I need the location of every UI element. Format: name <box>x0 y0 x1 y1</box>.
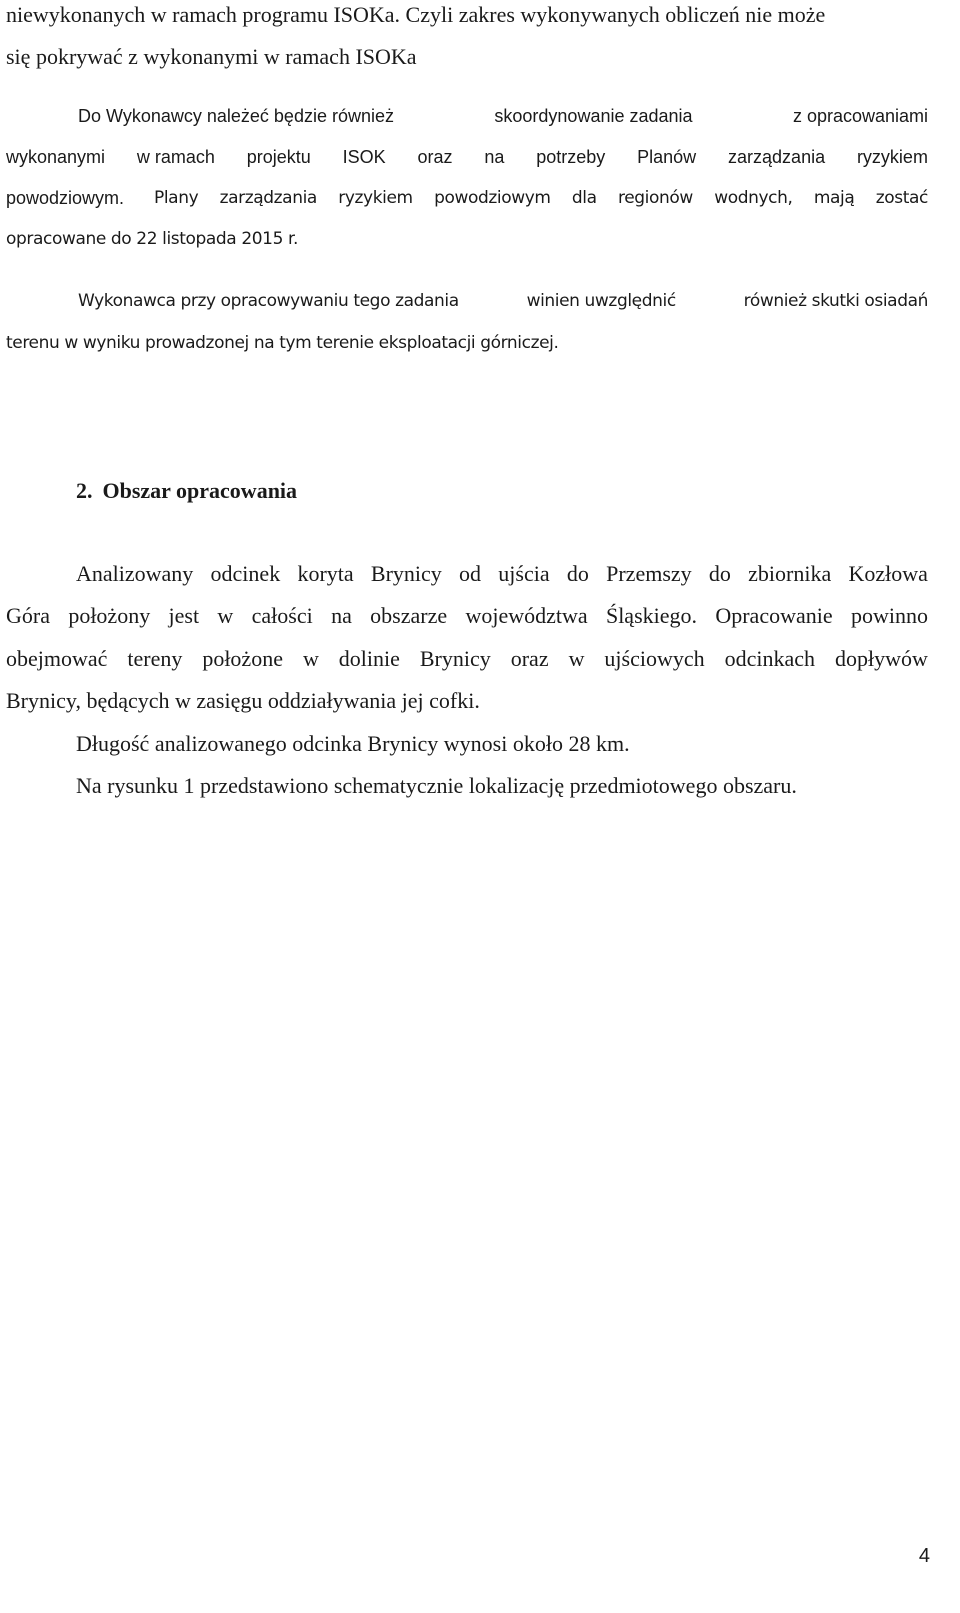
word: wodnych, <box>714 188 793 208</box>
word: koryta <box>297 561 354 586</box>
top-paragraph-line-1: niewykonanych w ramach programu ISOKa. Czyli zakres wykonywanych obliczeń nie może <box>6 2 826 27</box>
word: winien uwzględnić <box>526 291 676 311</box>
word: odcinkach <box>724 646 815 671</box>
word: jest <box>168 603 200 628</box>
word: ISOK <box>342 147 386 167</box>
word: do <box>708 561 731 586</box>
word: dopływów <box>834 646 928 671</box>
word: z opracowaniami <box>792 106 928 126</box>
word: zarządzania <box>219 188 317 208</box>
word: województwa <box>465 603 588 628</box>
word: projektu <box>246 147 311 167</box>
word: Analizowany <box>76 561 194 586</box>
word: oraz <box>417 147 453 167</box>
word: obejmować <box>6 646 108 671</box>
section-body-paragraph-3: Na rysunku 1 przedstawiono schematycznie lokalizację przedmiotowego obszaru. <box>76 773 797 798</box>
section-body-paragraph-2: Długość analizowanego odcinka Brynicy wynosi około 28 km. <box>76 731 630 756</box>
word: powodziowym <box>434 188 551 208</box>
word: wykonanymi <box>6 147 106 167</box>
word: ryzykiem <box>338 188 413 208</box>
word: w <box>302 646 319 671</box>
word: Brynicy <box>370 561 442 586</box>
coordination-line-3-start: powodziowym. <box>6 188 125 208</box>
word: Brynicy <box>419 646 491 671</box>
word: w <box>568 646 585 671</box>
word: Do Wykonawcy należeć będzie również <box>78 106 394 126</box>
word: położony <box>68 603 151 628</box>
word: Góra <box>6 603 50 628</box>
section-number: 2. <box>76 478 93 503</box>
word: w <box>217 603 234 628</box>
word: mają <box>813 188 855 208</box>
section-title: Obszar opracowania <box>102 478 298 503</box>
word: Przemszy <box>606 561 692 586</box>
section-heading <box>76 480 297 502</box>
word: do <box>566 561 589 586</box>
word: ryzykiem <box>856 147 928 167</box>
word: na <box>484 147 505 167</box>
word: dolinie <box>338 646 400 671</box>
word: dla <box>571 188 597 208</box>
word: od <box>459 561 482 586</box>
word: odcinek <box>210 561 281 586</box>
page-number: 4 <box>918 1545 930 1567</box>
word: zostać <box>875 188 928 208</box>
word: ujścia <box>498 561 550 586</box>
section-body-line-4: Brynicy, będących w zasięgu oddziaływania jej cofki. <box>6 688 480 713</box>
word: powinno <box>850 603 928 628</box>
word: w ramach <box>136 147 215 167</box>
section-body-line-1 <box>76 563 928 585</box>
word: Śląskiego. <box>605 603 698 628</box>
section-body-line-3 <box>6 648 928 670</box>
word: Plany <box>154 188 199 208</box>
word: tereny <box>127 646 183 671</box>
subsidence-line-1 <box>78 293 928 310</box>
word: Kozłowa <box>848 561 928 586</box>
subsidence-line-2: terenu w wyniku prowadzonej na tym terenie eksploatacji górniczej. <box>6 333 559 353</box>
coordination-line-1 <box>78 107 928 125</box>
coordination-line-4: opracowane do 22 listopada 2015 r. <box>6 229 299 249</box>
word: na <box>331 603 352 628</box>
word: całości <box>251 603 313 628</box>
word: Opracowanie <box>715 603 833 628</box>
word: zarządzania <box>728 147 826 167</box>
word: ujściowych <box>604 646 705 671</box>
word: zbiornika <box>748 561 832 586</box>
top-paragraph-line-2: się pokrywać z wykonanymi w ramach ISOKa <box>6 44 417 69</box>
word: obszarze <box>370 603 448 628</box>
word: oraz <box>510 646 549 671</box>
word: położone <box>202 646 283 671</box>
word: potrzeby <box>536 147 606 167</box>
section-body-line-2 <box>6 605 928 627</box>
coordination-line-3-rest <box>154 190 928 207</box>
word: skoordynowanie zadania <box>494 106 693 126</box>
coordination-line-2 <box>6 148 928 166</box>
word: Wykonawca przy opracowywaniu tego zadania <box>78 291 459 311</box>
word: regionów <box>617 188 693 208</box>
word: również skutki osiadań <box>743 291 928 311</box>
word: Planów <box>637 147 697 167</box>
